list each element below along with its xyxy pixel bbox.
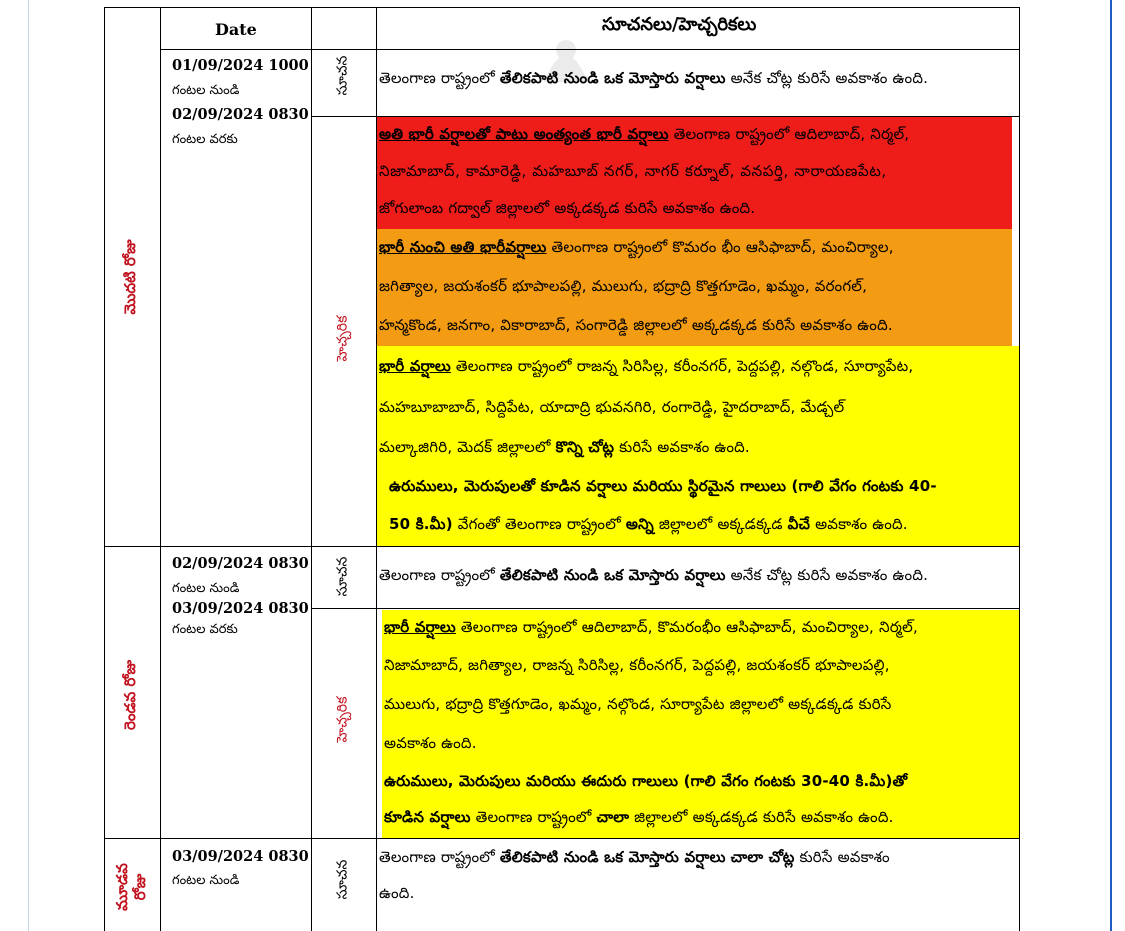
day3-forecast-line1: తెలంగాణ రాష్ట్రంలో తేలికపాటి నుండి ఒక మోస్తారు వర్షాలు చాలా చోట్ల కురిసే అవకాశం: [379, 848, 890, 866]
page-border: [1110, 0, 1112, 931]
day3-forecast-type: సూచన: [334, 859, 351, 900]
day2-thunder-line2: కూడిన వర్షాలు తెలంగాణ రాష్ట్రంలో చాలా జిల్లాలలో అక్కడక్కడ కురిసే అవకాశం ఉంది.: [384, 808, 894, 826]
day2-to-suffix: గంటల వరకు: [172, 622, 238, 637]
day1-yellow-line2: మహబూబాబాద్, సిద్దిపేట, యాదాద్రి భువనగిరి, రంగారెడ్డి, హైదరాబాద్, మేడ్చల్: [379, 398, 845, 416]
day2-yellow-line1: భారీ వర్షాలు తెలంగాణ రాష్ట్రంలో ఆదిలాబాద్, కొమరంభీం ఆసిఫాబాద్, మంచిర్యాల, నిర్మల్,: [384, 618, 918, 636]
day1-red-line3: జోగులాంబ గద్వాల్ జిల్లాలలో అక్కడక్కడ కురిసే అవకాశం ఉంది.: [379, 199, 756, 217]
day1-label: మొదటి రోజు: [121, 239, 139, 315]
day2-yellow-line4: అవకాశం ఉంది.: [384, 734, 477, 752]
table-left-border: [104, 7, 105, 931]
day1-thunder-line2: 50 కి.మీ) వేగంతో తెలంగాణ రాష్ట్రంలో అన్ని జిల్లాలలో అక్కడక్కడ వీచే అవకాశం ఉంది.: [389, 515, 908, 533]
day2-from-date: 02/09/2024 0830: [172, 555, 309, 572]
page-margin-line: [28, 0, 29, 931]
day2-sub-divider: [311, 608, 1020, 609]
day2-yellow-line2: నిజామాబాద్, జగిత్యాల, రాజన్న సిరిసిల్ల, కరీంనగర్, పెద్దపల్లి, జయశంకర్ భూపాలపల్లి,: [384, 656, 890, 674]
day1-to-suffix: గంటల వరకు: [172, 132, 238, 147]
day1-to-date: 02/09/2024 0830: [172, 106, 309, 123]
day1-from-suffix: గంటల నుండి: [172, 83, 240, 98]
day1-from-date: 01/09/2024 1000: [172, 57, 309, 74]
day2-forecast-type: సూచన: [334, 556, 351, 597]
header-bottom-line: [160, 49, 1020, 50]
day2-bottom-line: [104, 838, 1020, 839]
day3-forecast-line2: ఉంది.: [379, 884, 415, 902]
day2-yellow-line3: ములుగు, భద్రాద్రి కొత్తగూడెం, ఖమ్మం, నల్గొండ, సూర్యాపేట జిల్లాలలో అక్కడక్కడ కురిసే: [384, 695, 892, 713]
day1-orange-line3: హన్మకొండ, జనగాం, వికారాబాద్, సంగారెడ్డి జిల్లాలలో అక్కడక్కడ కురిసే అవకాశం ఉంది.: [379, 316, 893, 334]
date-col-divider: [311, 7, 312, 931]
day1-sub-divider: [311, 116, 1020, 117]
day1-warning-type: హెచ్చరిక: [334, 315, 351, 362]
yellow-alert-band-day2: [382, 610, 1019, 838]
day1-red-line2: నిజామాబాద్, కామారెడ్డి, మహబూబ్ నగర్, నాగర్ కర్నూల్, వనపర్తి, నారాయణపేట,: [379, 162, 887, 180]
header-forecast-warnings: సూచనలు/హెచ్చరికలు: [602, 14, 757, 35]
day1-orange-line2: జగిత్యాల, జయశంకర్ భూపాలపల్లి, ములుగు, భద్రాద్రి కొత్తగూడెం, ఖమ్మం, వరంగల్,: [379, 277, 868, 295]
day2-from-suffix: గంటల నుండి: [172, 581, 240, 596]
day-col-divider: [160, 7, 161, 931]
day3-from-date: 03/09/2024 0830: [172, 848, 309, 865]
day1-bottom-line: [104, 546, 1020, 547]
table-right-border: [1019, 7, 1020, 931]
day2-thunder-line1: ఉరుములు, మెరుపులు మరియు ఈదురు గాలులు (గాలి వేగం గంటకు 30-40 కి.మీ)తో: [384, 772, 908, 790]
day1-forecast-type: సూచన: [334, 55, 351, 96]
table-top-border: [104, 7, 1020, 8]
day1-orange-line1: భారీ నుంచి అతి భారీవర్షాలు తెలంగాణ రాష్ట్రంలో కొమరం భీం ఆసిఫాబాద్, మంచిర్యాల,: [379, 238, 894, 256]
day3-label-b: రోజు: [131, 873, 149, 901]
day1-forecast-text: తెలంగాణ రాష్ట్రంలో తేలికపాటి నుండి ఒక మోస్తారు వర్షాలు అనేక చోట్ల కురిసే అవకాశం ఉంది.: [379, 69, 929, 87]
day1-thunder-line1: ఉరుములు, మెరుపులతో కూడిన వర్షాలు మరియు స్థిరమైన గాలులు (గాలి వేగం గంటకు 40-: [389, 477, 937, 495]
day2-label: రెండవ రోజు: [121, 659, 139, 731]
header-date: Date: [215, 20, 257, 39]
day3-from-suffix: గంటల నుండి: [172, 873, 240, 888]
day1-red-line1: అతి భారీ వర్షాలతో పాటు అంత్యంత భారీ వర్షాలు తెలంగాణ రాష్ట్రంలో ఆదిలాబాద్, నిర్మల్,: [379, 125, 910, 143]
day2-warning-type: హెచ్చరిక: [334, 696, 351, 743]
day2-forecast-text: తెలంగాణ రాష్ట్రంలో తేలికపాటి నుండి ఒక మోస్తారు వర్షాలు అనేక చోట్ల కురిసే అవకాశం ఉంది.: [379, 566, 929, 584]
day1-yellow-line3: మల్కాజిగిరి, మెదక్ జిల్లాలలో కొన్ని చోట్ల కురిసే అవకాశం ఉంది.: [379, 438, 750, 456]
day1-yellow-line1: భారీ వర్షాలు తెలంగాణ రాష్ట్రంలో రాజన్న సిరిసిల్ల, కరీంనగర్, పెద్దపల్లి, నల్గొండ, సూర్యాపేట,: [379, 357, 914, 375]
type-col-divider: [376, 7, 377, 931]
day2-to-date: 03/09/2024 0830: [172, 600, 309, 617]
day3-label-a: మూడవ: [113, 863, 131, 911]
